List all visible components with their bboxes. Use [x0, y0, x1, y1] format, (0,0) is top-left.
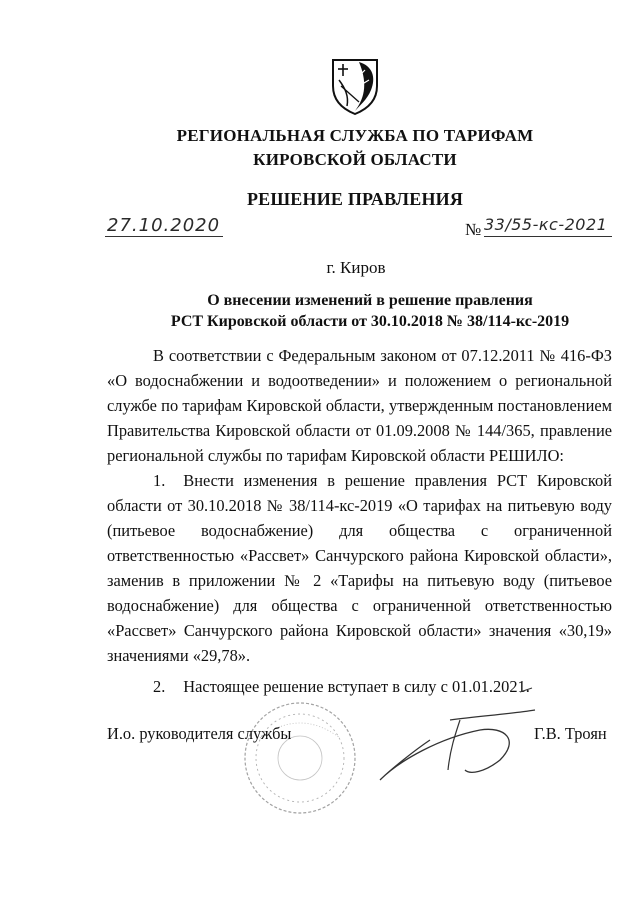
subject-line2: РСТ Кировской области от 30.10.2018 № 38/114-кс-2019	[170, 313, 570, 330]
item-text: Внести изменения в решение правления РСТ Кировской области от 30.10.2018 № 38/114-кс-2019 «О тарифах на питьевую воду (питьевое водоснабжение) для общества с ограниченной ответственностью «Рассвет» Санчурского района Кировской области», заменив в приложении № 2 «Тарифы на питьевую воду (питьевое водоснабжение) для общества с ограниченной ответственностью «Рассвет» Санчурского района Кировской области» значения «30,19» значениями «29,78».	[107, 471, 612, 665]
document-number: 33/55-кс-2021	[484, 215, 608, 234]
item-text: Настоящее решение вступает в силу с 01.01.2021.	[183, 677, 530, 696]
item-number: 1.	[153, 471, 166, 490]
number-underline	[484, 236, 612, 237]
document-type-title: РЕШЕНИЕ ПРАВЛЕНИЯ	[246, 189, 464, 209]
document-date: 27.10.2020	[107, 215, 221, 236]
city-label: г. Киров	[326, 258, 386, 277]
subject-line1: О внесении изменений в решение правления	[207, 292, 533, 309]
signatory-name: Г.В. Троян	[534, 724, 607, 743]
decision-item	[107, 468, 612, 668]
coat-of-arms-icon	[329, 56, 381, 116]
handwritten-signature-icon	[370, 680, 550, 790]
signatory-position: И.о. руководителя службы	[107, 724, 292, 743]
org-name-line2: КИРОВСКОЙ ОБЛАСТИ	[253, 150, 457, 169]
org-name-line1: РЕГИОНАЛЬНАЯ СЛУЖБА ПО ТАРИФАМ	[176, 126, 534, 145]
date-underline	[105, 236, 223, 237]
document-body	[107, 343, 612, 699]
seal-stamp-icon	[240, 698, 360, 818]
item-number: 2.	[153, 677, 166, 696]
number-sign: №	[465, 220, 482, 239]
preamble-paragraph: В соответствии с Федеральным законом от 07.12.2011 № 416-ФЗ «О водоснабжении и водоотведении» и положением о региональной службе по тарифам Кировской области, утвержденным постановлением Правительства Кировской области от 01.09.2008 № 144/365, правление региональной службы по тарифам Кировской области РЕШИЛО:	[107, 346, 612, 465]
